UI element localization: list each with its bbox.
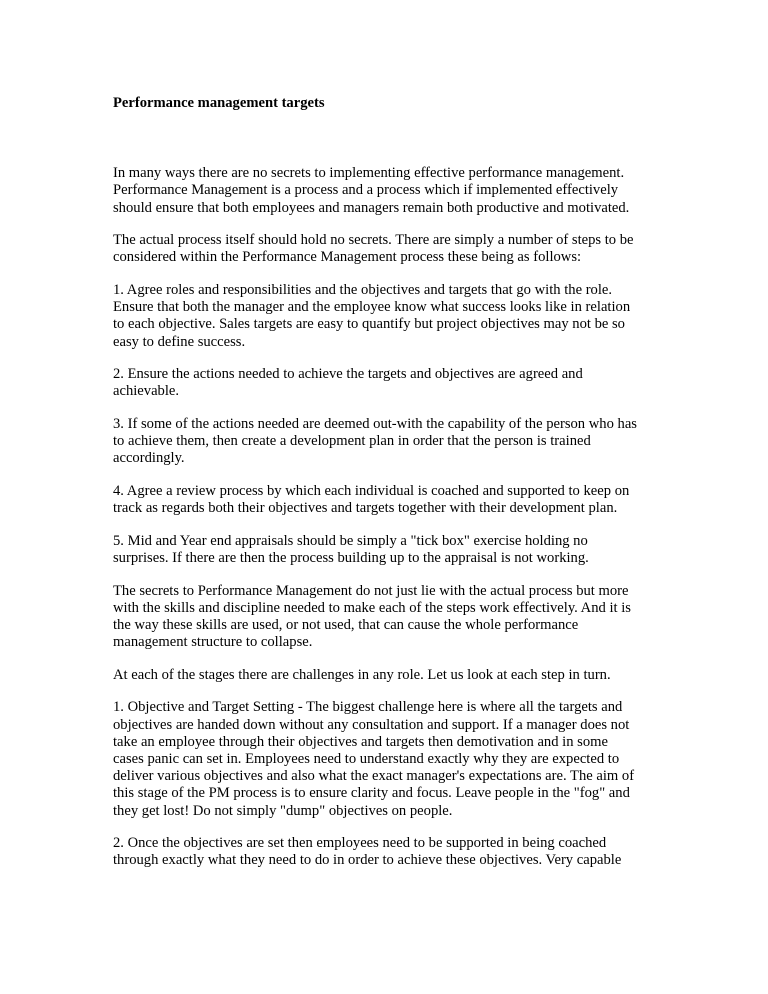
text-line: 2. Once the objectives are set then employees need to be supported in being coached xyxy=(113,835,607,852)
text-line: surprises. If there are then the process building up to the appraisal is not working. xyxy=(113,550,589,566)
text-line: through exactly what they need to do in order to achieve these objectives. Very capable xyxy=(113,852,622,869)
text-line: they get lost! Do not simply "dump" objectives on people. xyxy=(113,802,453,819)
paragraph-coaching xyxy=(113,835,673,869)
paragraph-step-1 xyxy=(113,282,673,351)
text-line: accordingly. xyxy=(113,450,185,467)
text-line: considered within the Performance Management process these being as follows: xyxy=(113,249,582,266)
text-line: Ensure that both the manager and the employee know what success looks like in relation xyxy=(113,299,631,316)
paragraph-step-5 xyxy=(113,533,673,567)
text-line: The actual process itself should hold no secrets. There are simply a number of steps to be xyxy=(113,232,634,249)
text-line: 3. If some of the actions needed are deemed out-with the capability of the person who has xyxy=(113,416,637,432)
paragraph-step-2 xyxy=(113,366,673,400)
text-line: The secrets to Performance Management do not just lie with the actual process but more xyxy=(113,582,629,599)
paragraph-objective-setting xyxy=(113,699,673,819)
text-line: 1. Agree roles and responsibilities and the objectives and targets that go with the role. xyxy=(113,282,613,298)
text-line: with the skills and discipline needed to make each of the steps work effectively. And it is xyxy=(113,599,631,616)
paragraph-step-3 xyxy=(113,416,673,468)
text-line: the way these skills are used, or not used, that can cause the whole performance xyxy=(113,617,579,633)
text-line: 4. Agree a review process by which each individual is coached and supported to keep on xyxy=(113,483,630,499)
text-line: objectives are handed down without any consultation and support. If a manager does not xyxy=(113,716,630,733)
text-line: At each of the stages there are challenges in any role. Let us look at each step in turn. xyxy=(113,666,611,683)
paragraph-challenges xyxy=(113,667,673,684)
text-line: Performance Management is a process and a process which if implemented effectively xyxy=(113,182,619,199)
text-line: to each objective. Sales targets are easy to quantify but project objectives may not be so xyxy=(113,316,625,333)
text-line: to achieve them, then create a development plan in order that the person is trained xyxy=(113,433,591,450)
text-line: easy to define success. xyxy=(113,333,246,350)
text-line: achievable. xyxy=(113,383,180,400)
text-line: track as regards both their objectives and targets together with their development plan. xyxy=(113,500,618,517)
paragraph-step-4 xyxy=(113,483,673,517)
text-line: 5. Mid and Year end appraisals should be simply a "tick box" exercise holding no xyxy=(113,532,588,549)
text-line: should ensure that both employees and managers remain both productive and motivated. xyxy=(113,199,630,216)
text-line: cases panic can set in. Employees need to understand exactly why they are expected to xyxy=(113,751,620,767)
paragraph-process xyxy=(113,232,673,266)
text-line: In many ways there are no secrets to implementing effective performance management. xyxy=(113,165,625,182)
paragraph-intro xyxy=(113,165,673,217)
text-line: take an employee through their objectives and targets then demotivation and in some xyxy=(113,733,608,750)
text-line: 1. Objective and Target Setting - The biggest challenge here is where all the targets and xyxy=(113,699,623,716)
document-body xyxy=(113,95,673,885)
text-line: deliver various objectives and also what the exact manager's expectations are. The aim of xyxy=(113,768,635,785)
text-line: management structure to collapse. xyxy=(113,634,313,651)
text-line: 2. Ensure the actions needed to achieve the targets and objectives are agreed and xyxy=(113,366,583,383)
text-line: this stage of the PM process is to ensure clarity and focus. Leave people in the "fog" and xyxy=(113,785,630,802)
document-title: Performance management targets xyxy=(113,95,325,111)
paragraph-secrets xyxy=(113,583,673,652)
